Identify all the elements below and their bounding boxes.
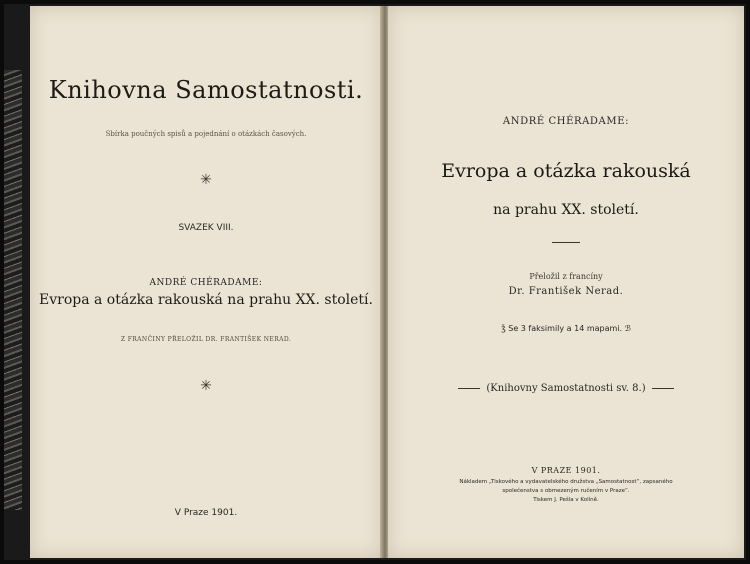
divider-rule xyxy=(652,388,674,389)
translator-credit: Z FRANČINY PŘELOŽIL DR. FRANTIŠEK NERAD. xyxy=(120,336,292,343)
ornament-left-icon: ǯ xyxy=(501,324,506,333)
book-title: Evropa a otázka rakouská na prahu XX. století. xyxy=(39,292,373,308)
translated-label: Přeložil z francíny xyxy=(529,272,603,281)
book-subtitle: na prahu XX. století. xyxy=(493,202,639,218)
series-reference-text: (Knihovny Samostatnosti sv. 8.) xyxy=(486,383,646,394)
facsimile-text: Se 3 faksimily a 14 mapami. xyxy=(508,324,623,333)
asterisk-ornament-icon: ✳ xyxy=(200,378,212,394)
book-title: Evropa a otázka rakouská xyxy=(441,160,691,182)
printer-credit: Tiskem J. Pešla v Kolíně. xyxy=(533,497,599,503)
place-and-year: V Praze 1901. xyxy=(174,508,238,518)
facsimile-note xyxy=(388,324,744,333)
publisher-line: společenstva s obmezeným ručením v Praze“. xyxy=(502,488,630,494)
left-page xyxy=(30,6,382,558)
publisher-line: Nákladem „Tiskového a vydavatelského družstva „Samostatnost“, zapsaného xyxy=(459,479,673,485)
marbled-cover-edge xyxy=(4,70,22,510)
right-page xyxy=(388,6,744,558)
series-title: Knihovna Samostatnosti. xyxy=(48,76,364,104)
divider-rule xyxy=(552,242,580,243)
series-subtitle: Sbírka poučných spisů a pojednání o otázkách časových. xyxy=(105,130,307,138)
author-name: ANDRÉ CHÉRADAME: xyxy=(149,278,263,288)
volume-number: SVAZEK VIII. xyxy=(178,223,234,233)
asterisk-ornament-icon: ✳ xyxy=(200,172,212,188)
author-name: ANDRÉ CHÉRADAME: xyxy=(502,116,630,127)
series-reference xyxy=(388,383,744,394)
divider-rule xyxy=(458,388,480,389)
place-and-year: V PRAZE 1901. xyxy=(531,466,601,475)
translator-name: Dr. František Nerad. xyxy=(508,286,624,297)
ornament-right-icon: ℬ xyxy=(624,324,631,333)
